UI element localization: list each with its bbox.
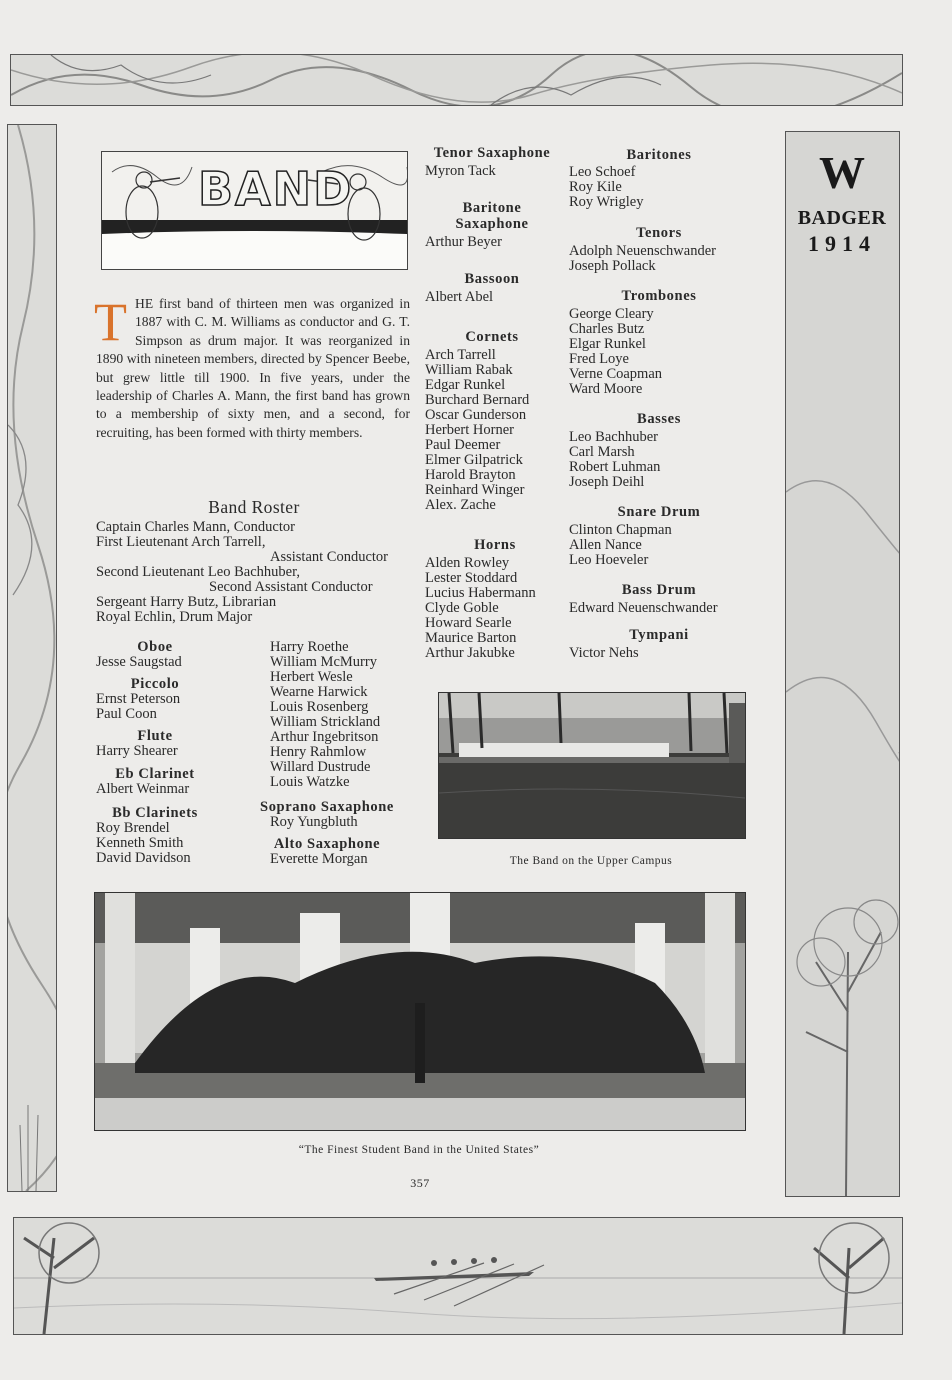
bassoon-member: Albert Abel [425,289,494,305]
intro-paragraph [94,292,410,442]
band-title-text: BAND [198,162,354,216]
side-letter: W [819,147,865,198]
officer-3-role: Second Assistant Conductor [209,579,373,595]
bb-clarinet-member: Kenneth Smith [96,835,184,851]
cornet-member: Oscar Gunderson [425,407,527,423]
bass-drum-heading: Bass Drum [621,582,697,598]
horn-member: Clyde Goble [425,600,499,616]
basses-heading: Basses [637,411,681,427]
officer-2-role: Assistant Conductor [270,549,389,565]
soprano-sax-heading: Soprano Saxaphone [260,799,394,815]
band-title-illustration [101,151,408,270]
bass-member: Carl Marsh [569,444,635,460]
horn-member: Alden Rowley [425,555,510,571]
top-border-illustration [10,54,903,106]
tympani-heading: Tympani [629,627,689,643]
clarinet-member: Louis Rosenberg [270,699,369,715]
clarinet-member: Louis Watzke [270,774,350,790]
baritone-sax-heading-2: Saxaphone [455,216,529,232]
bass-member: Joseph Deihl [569,474,645,490]
baritone-sax-heading-1: Baritone [462,200,522,216]
snare-drum-member: Leo Hoeveler [569,552,649,568]
left-border-illustration [7,124,57,1192]
clarinet-member: Henry Rahmlow [270,744,367,760]
bass-member: Leo Bachhuber [569,429,658,445]
stage-caption: “The Finest Student Band in the United States” [298,1144,540,1156]
campus-photo [438,692,746,839]
cornet-member: Burchard Bernard [425,392,530,408]
bb-clarinet-member: David Davidson [96,850,191,866]
cornet-member: Reinhard Winger [425,482,525,498]
officer-3: Second Lieutenant Leo Bachhuber, [96,564,300,580]
baritones-heading: Baritones [626,147,692,163]
tenor-member: Joseph Pollack [569,258,656,274]
cornet-member: Harold Brayton [425,467,516,483]
clarinet-member: Wearne Harwick [270,684,368,700]
officer-4: Sergeant Harry Butz, Librarian [96,594,277,610]
cornets-heading: Cornets [465,329,519,345]
horns-heading: Horns [474,537,516,553]
cornet-member: Alex. Zache [425,497,496,513]
eb-clarinet-heading: Eb Clarinet [115,766,195,782]
flute-heading: Flute [137,728,173,744]
horn-member: Lester Stoddard [425,570,518,586]
baritone-member: Leo Schoef [569,164,636,180]
cornet-member: Paul Deemer [425,437,501,453]
clarinet-member: Arthur Ingebritson [270,729,379,745]
piccolo-member: Paul Coon [96,706,157,722]
trombones-heading: Trombones [621,288,697,304]
trombone-member: Elgar Runkel [569,336,646,352]
clarinet-member: William McMurry [270,654,377,670]
snare-drum-member: Clinton Chapman [569,522,672,538]
oboe-member: Jesse Saugstad [96,654,182,670]
snare-drum-member: Allen Nance [569,537,642,553]
trombone-member: Verne Coapman [569,366,663,382]
baritone-member: Roy Kile [569,179,622,195]
officer-1: Captain Charles Mann, Conductor [96,519,295,535]
tympani-member: Victor Nehs [569,645,639,661]
right-border-illustration [785,131,900,1197]
bb-clarinet-member: Roy Brendel [96,820,170,836]
trombone-member: Charles Butz [569,321,645,337]
drop-cap: T [94,292,127,352]
side-year: 1914 [808,231,876,256]
campus-caption: The Band on the Upper Campus [509,855,673,867]
eb-clarinet-member: Albert Weinmar [96,781,190,797]
trombone-member: George Cleary [569,306,654,322]
clarinet-member: Herbert Wesle [270,669,353,685]
baritone-sax-member: Arthur Beyer [425,234,502,250]
horn-member: Arthur Jakubke [425,645,515,661]
bassoon-heading: Bassoon [464,271,520,287]
cornet-member: Arch Tarrell [425,347,496,363]
oboe-heading: Oboe [137,639,173,655]
officer-2: First Lieutenant Arch Tarrell, [96,534,266,550]
bass-drum-member: Edward Neuenschwander [569,600,718,616]
clarinet-member: William Strickland [270,714,381,730]
horn-member: Lucius Habermann [425,585,536,601]
tenors-heading: Tenors [636,225,682,241]
baritone-member: Roy Wrigley [569,194,644,210]
cornet-member: William Rabak [425,362,513,378]
horn-member: Maurice Barton [425,630,517,646]
bass-member: Robert Luhman [569,459,661,475]
page-number: 357 [410,1176,430,1190]
cornet-member: Herbert Horner [425,422,514,438]
alto-sax-heading: Alto Saxaphone [273,836,381,852]
alto-sax-member: Everette Morgan [270,851,368,867]
tenor-member: Adolph Neuenschwander [569,243,716,259]
roster-title: Band Roster [208,497,300,517]
intro-text: HE first band of thirteen men was organized in 1887 with C. M. Williams as conductor and G. T. Simpson as drum major. It was reorganized in 1890 with nineteen members, directed by Spencer Beebe, but grew little till 1900. In five years, under the leadership of Charles A. Mann, the first band has grown to a membership of sixty men, and a second, for recruiting, has been formed with thirty members. [96,296,410,440]
officer-5: Royal Echlin, Drum Major [96,609,253,625]
piccolo-member: Ernst Peterson [96,691,181,707]
trombone-member: Fred Loye [569,351,629,367]
piccolo-heading: Piccolo [130,676,180,692]
flute-member: Harry Shearer [96,743,178,759]
side-name: BADGER [797,207,887,229]
trombone-member: Ward Moore [569,381,643,397]
clarinet-member: Willard Dustrude [270,759,371,775]
soprano-sax-member: Roy Yungbluth [270,814,358,830]
horn-member: Howard Searle [425,615,512,631]
stage-photo [94,892,746,1131]
snare-drum-heading: Snare Drum [617,504,701,520]
bottom-border-rowing-illustration [13,1217,903,1335]
cornet-member: Edgar Runkel [425,377,506,393]
bb-clarinets-heading: Bb Clarinets [112,805,198,821]
tenor-sax-heading: Tenor Saxaphone [433,145,551,161]
tenor-sax-member: Myron Tack [425,163,496,179]
clarinet-member: Harry Roethe [270,639,349,655]
cornet-member: Elmer Gilpatrick [425,452,523,468]
